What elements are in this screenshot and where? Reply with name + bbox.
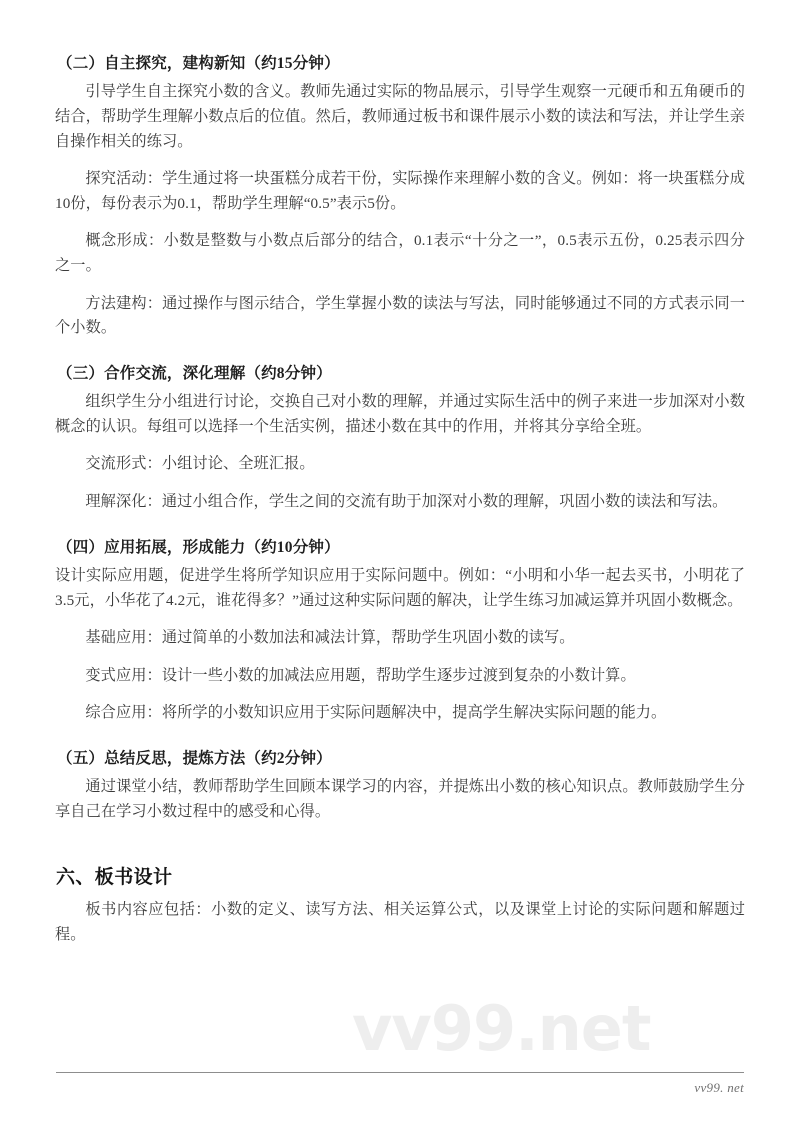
section-heading-6: 六、板书设计: [56, 866, 173, 888]
paragraph: 方法建构：通过操作与图示结合，学生掌握小数的读法与写法，同时能够通过不同的方式表示同一个小数。: [55, 294, 745, 337]
section-heading-5: （五）总结反思，提炼方法（约2分钟）: [57, 750, 332, 767]
paragraph: 通过课堂小结，教师帮助学生回顾本课学习的内容，并提炼出小数的核心知识点。教师鼓励学生分享自己在学习小数过程中的感受和心得。: [55, 778, 745, 820]
paragraph: 变式应用：设计一些小数的加减法应用题，帮助学生逐步过渡到复杂的小数计算。: [85, 666, 636, 684]
paragraph: 交流形式：小组讨论、全班汇报。: [85, 455, 315, 473]
section-heading-2: （二）自主探究，建构新知（约15分钟）: [57, 55, 340, 72]
section-spacer: [55, 354, 745, 362]
watermark: vv99.net: [352, 992, 651, 1065]
footer-divider: [56, 1072, 744, 1073]
section-heading-4: （四）应用拓展，形成能力（约10分钟）: [57, 538, 340, 556]
section-heading-3: （三）合作交流，深化理解（约8分钟）: [57, 364, 332, 382]
section-spacer: [55, 528, 745, 536]
document-body: [55, 52, 745, 960]
paragraph: 板书内容应包括：小数的定义、读写方法、相关运算公式，以及课堂上讨论的实际问题和解题过程。: [55, 901, 745, 943]
paragraph: 探究活动：学生通过将一块蛋糕分成若干份，实际操作来理解小数的含义。例如：将一块蛋糕分成10份，每份表示为0.1，帮助学生理解“0.5”表示5份。: [55, 170, 745, 212]
paragraph: 综合应用：将所学的小数知识应用于实际问题解决中，提高学生解决实际问题的能力。: [85, 704, 667, 722]
paragraph: 基础应用：通过简单的小数加法和减法计算，帮助学生巩固小数的读写。: [85, 629, 575, 647]
footer-site-label: vv99. net: [694, 1080, 744, 1095]
paragraph: 引导学生自主探究小数的含义。教师先通过实际的物品展示，引导学生观察一元硬币和五角硬币的结合，帮助学生理解小数点后的位值。然后，教师通过板书和课件展示小数的读法和写法，并让学生亲自操作相关的练习。: [55, 83, 745, 150]
paragraph: 组织学生分小组进行讨论，交换自己对小数的理解，并通过实际生活中的例子来进一步加深对小数概念的认识。每组可以选择一个生活实例，描述小数在其中的作用，并将其分享给全班。: [55, 393, 745, 435]
paragraph: 设计实际应用题，促进学生将所学知识应用于实际问题中。例如：“小明和小华一起去买书，小明花了3.5元，小华花了4.2元，谁花得多？”通过这种实际问题的解决，让学生练习加减运算并巩固小数概念。: [55, 566, 745, 609]
section-spacer: [55, 838, 745, 864]
section-spacer: [55, 739, 745, 747]
paragraph: 概念形成：小数是整数与小数点后部分的结合，0.1表示“十分之一”，0.5表示五份，0.25表示四分之一。: [55, 232, 745, 274]
paragraph: 理解深化：通过小组合作，学生之间的交流有助于加深对小数的理解，巩固小数的读法和写法。: [85, 493, 728, 510]
